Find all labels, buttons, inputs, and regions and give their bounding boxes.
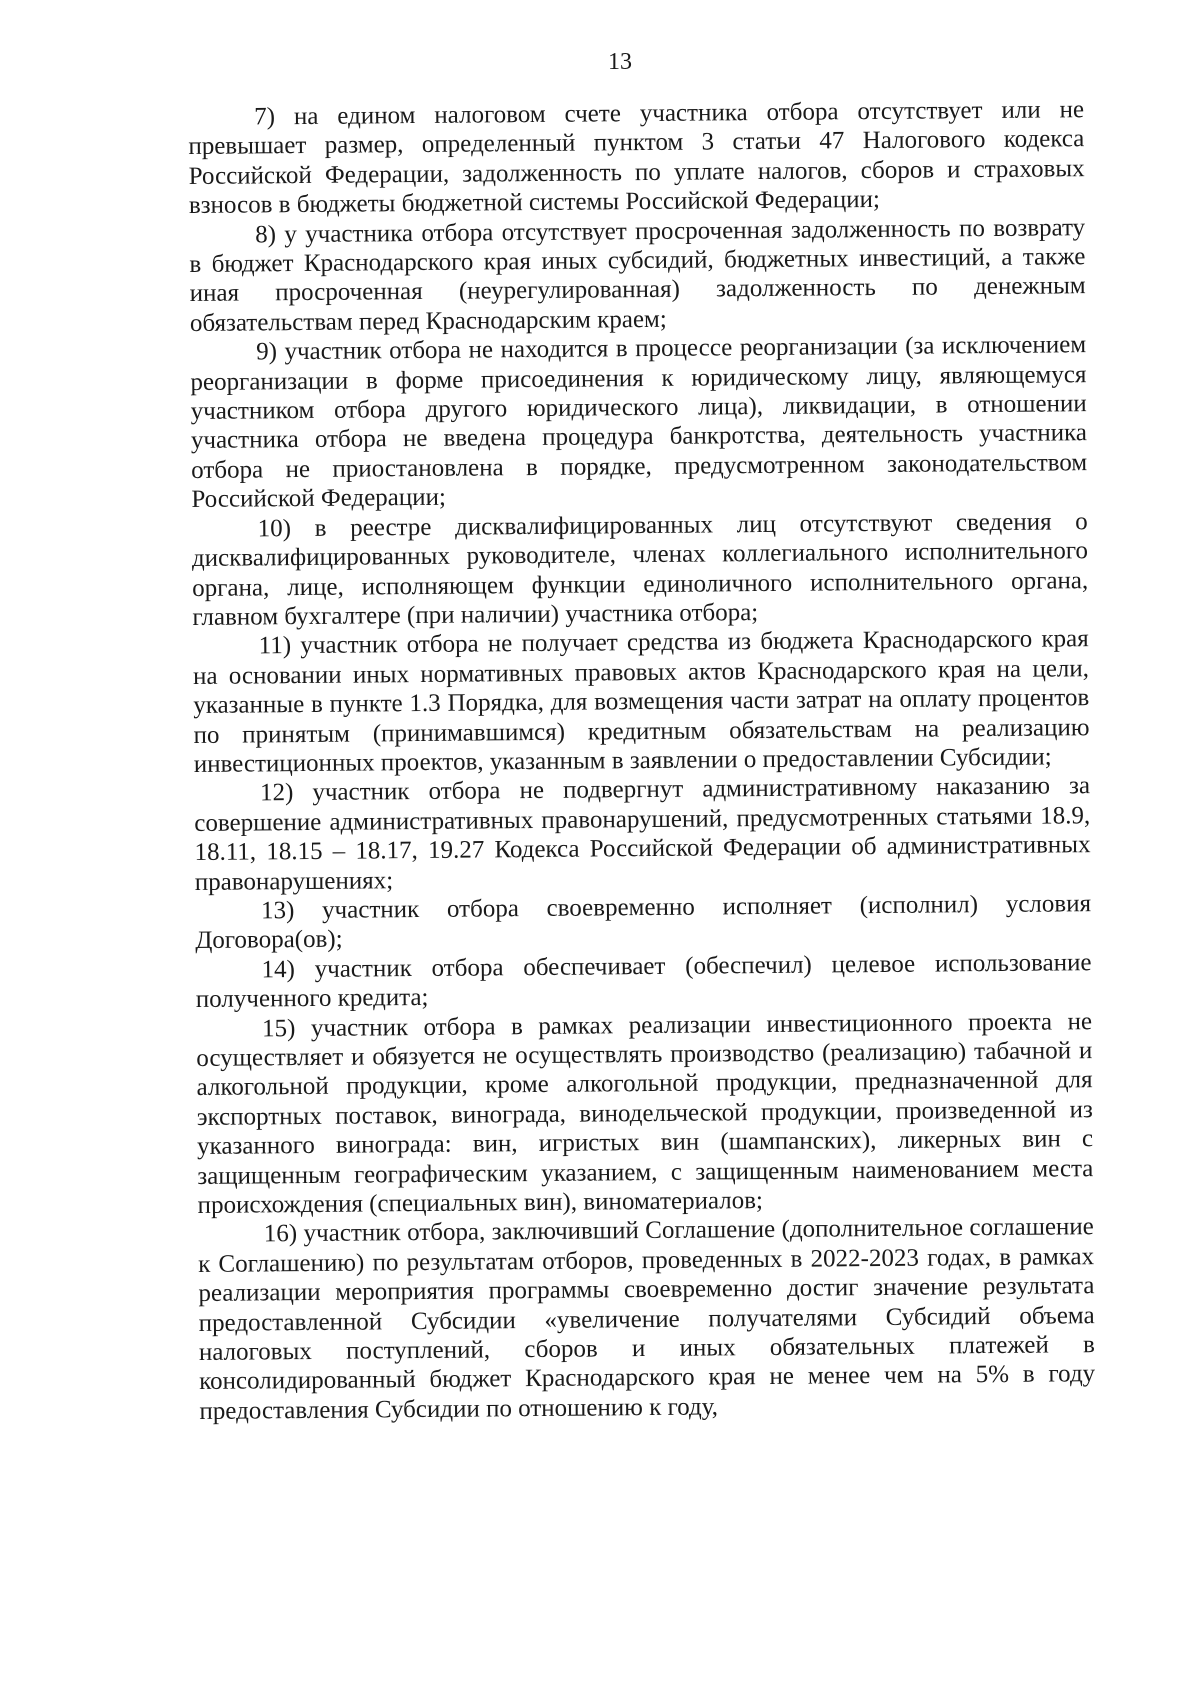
paragraph-item-15: 15) участник отбора в рамках реализации инвестиционного проекта не осуществляет и обязуется не осуществлять производство (реализацию) табачной и алкогольной продукции, кроме алкогольной продукции, предназначенной для экспортных поставок, винограда, винодельческой продукции, произведенной из указанного винограда: вин, игристых вин (шампанских), ликерных вин с защищенным географическим указанием, с защищенным наименованием места происхождения (специальных вин), виноматериалов; <box>196 1007 1094 1219</box>
paragraph-item-12: 12) участник отбора не подвергнут административному наказанию за совершение административных правонарушений, предусмотренных статьями 18.9, 18.11, 18.15 – 18.17, 19.27 Кодекса Российской Федерации об административных правонарушениях; <box>194 772 1091 896</box>
paragraph-item-8: 8) у участника отбора отсутствует просроченная задолженность по возврату в бюджет Краснодарского края иных субсидий, бюджетных инвестиций, а также иная просроченная (неурегулированная) задолженность по денежным обязательствам перед Краснодарским краем; <box>189 213 1086 337</box>
paragraph-item-7: 7) на едином налоговом счете участника отбора отсутствует или не превышает размер, определенный пунктом 3 статьи 47 Налогового кодекса Российской Федерации, задолженность по уплате налогов, сборов и страховых взносов в бюджеты бюджетной системы Российской Федерации; <box>188 96 1085 220</box>
paragraph-item-13: 13) участник отбора своевременно исполняет (исполнил) условия Договора(ов); <box>195 890 1092 955</box>
paragraph-item-14: 14) участник отбора обеспечивает (обеспечил) целевое использование полученного кредита; <box>195 948 1092 1014</box>
paragraph-item-10: 10) в реестре дисквалифицированных лиц отсутствуют сведения о дисквалифицированных руководителе, членах коллегиального исполнительного органа, лице, исполняющем функции единоличного исполнительного органа, главном бухгалтере (при наличии) участника отбора; <box>191 507 1089 631</box>
paragraph-item-11: 11) участник отбора не получает средства из бюджета Краснодарского края на основании иных нормативных правовых актов Краснодарского края на цели, указанные в пункте 1.3 Порядка, для возмещения части затрат на оплату процентов по принятым (принимавшимся) кредитным обязательствам на реализацию инвестиционных проектов, указанным в заявлении о предоставлении Субсидии; <box>192 625 1090 778</box>
page-number: 13 <box>608 49 632 75</box>
paragraph-item-16: 16) участник отбора, заключивший Соглашение (дополнительное соглашение к Соглашению) по результатам отборов, проведенных в 2022-2023 годах, в рамках реализации мероприятия программы своевременно достиг значение результата предоставленной Субсидии «увеличение получателями Субсидий объема налоговых поступлений, сборов и иных обязательных платежей в консолидированный бюджет Краснодарского края не менее чем на 5% в году предоставления Субсидии по отношению к году, <box>198 1213 1096 1425</box>
document-body <box>188 95 1096 1426</box>
paragraph-item-9: 9) участник отбора не находится в процессе реорганизации (за исключением реорганизации в форме присоединения к юридическому лицу, являющемуся участником отбора другого юридического лица), ликвидации, в отношении участника отбора не введена процедура банкротства, деятельность участника отбора не приостановлена в порядке, предусмотренном законодательством Российской Федерации; <box>190 331 1088 514</box>
